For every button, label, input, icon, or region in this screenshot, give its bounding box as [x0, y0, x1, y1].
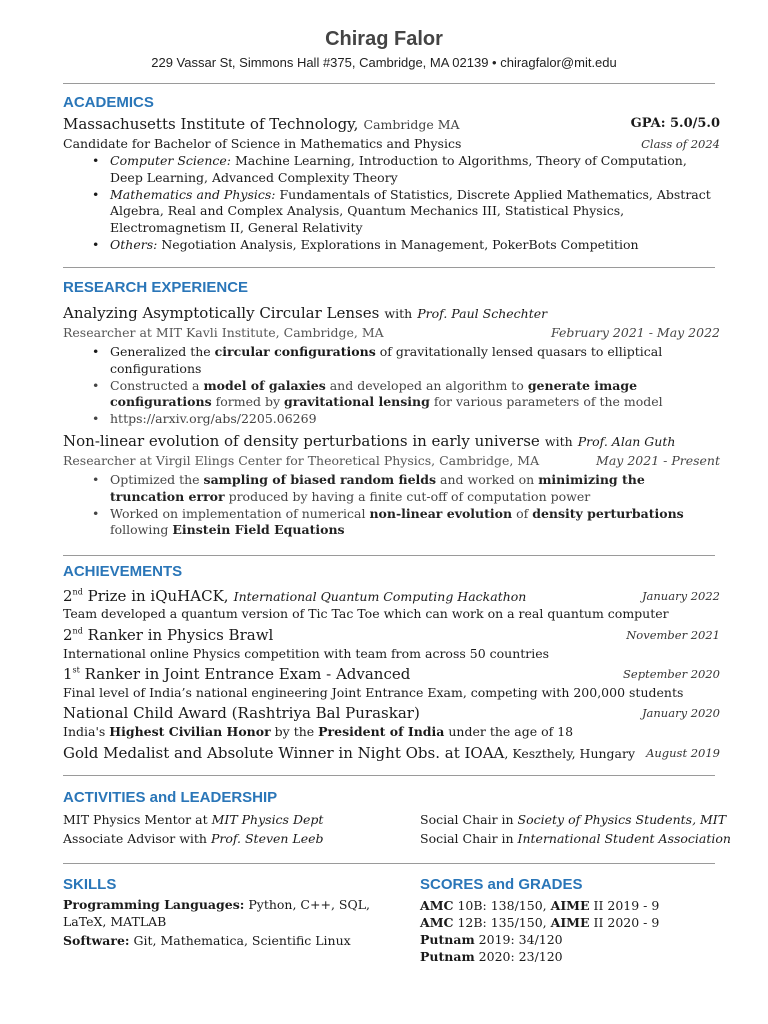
skill-label: Programming Languages:: [63, 897, 245, 912]
achievement-title-row: [63, 625, 720, 644]
achievement-date: November 2021: [626, 628, 720, 642]
text: Associate Advisor with: [63, 831, 211, 846]
rank-suffix: nd: [72, 626, 83, 636]
achievement-title: Ranker in Physics Brawl: [82, 626, 274, 644]
advisor-name: Prof. Alan Guth: [577, 434, 676, 449]
achievement-title: National Child Award (Rashtriya Bal Puraskar): [63, 704, 420, 722]
score-line: [420, 949, 563, 964]
text: MIT Physics Mentor at: [63, 812, 212, 827]
text: by the: [270, 724, 319, 739]
score-text: II 2020 - 9: [589, 915, 660, 930]
achievement-date: January 2020: [641, 706, 720, 720]
rank-suffix: nd: [72, 587, 83, 597]
project-dates: May 2021 - Present: [596, 453, 720, 468]
project-dates: February 2021 - May 2022: [551, 325, 720, 340]
course-names: Fundamentals of Statistics, Discrete Applied Mathematics, Abstract Algebra, Real and Complex Analysis, Quantum Mechanics III, Statistical Physics, Electromagnetism II, General Relativity: [110, 186, 711, 235]
exam-name: Putnam: [420, 932, 475, 947]
course-names: Negotiation Analysis, Explorations in Management, PokerBots Competition: [161, 236, 639, 252]
section-heading-research: RESEARCH EXPERIENCE: [63, 279, 249, 296]
project-bullets: [92, 344, 722, 428]
achievement-title: Gold Medalist and Absolute Winner in Night Obs. at IOAA: [63, 744, 505, 762]
list-item: [92, 411, 722, 428]
text: Generalized the: [110, 344, 215, 359]
divider: [63, 863, 715, 864]
achievement-title-row: [63, 703, 720, 722]
project-title-row: [63, 303, 720, 322]
score-text: 2019: 34/120: [474, 932, 563, 947]
degree-row: [63, 136, 720, 151]
achievement-title: Ranker in Joint Entrance Exam - Advanced: [79, 665, 411, 683]
achievement-title: Prize in iQuHACK,: [82, 587, 229, 605]
project-role-row: [63, 325, 720, 340]
list-item: [92, 187, 722, 237]
text: of: [512, 505, 533, 521]
activity-item: [420, 812, 726, 827]
candidate-name: Chirag Falor: [325, 28, 443, 50]
text: Social Chair in: [420, 831, 518, 846]
achievement-title-row: [63, 664, 720, 683]
exam-name: Putnam: [420, 949, 475, 964]
arxiv-link[interactable]: https://arxiv.org/abs/2205.06269: [110, 411, 317, 426]
activity-item: [420, 831, 731, 846]
org: MIT Physics Dept: [211, 812, 324, 827]
list-item: [92, 378, 722, 411]
org: Prof. Steven Leeb: [210, 831, 324, 846]
degree: Candidate for Bachelor of Science in Mathematics and Physics: [63, 136, 462, 151]
contact-line: 229 Vassar St, Simmons Hall #375, Cambridge, MA 02139 • chiragfalor@mit.edu: [151, 55, 617, 70]
section-heading-skills: SKILLS: [63, 876, 117, 893]
keyword: President of India: [318, 724, 445, 739]
school-row: [63, 114, 720, 133]
keyword: gravitational lensing: [284, 394, 430, 409]
achievement-detail: International Quantum Computing Hackathon: [233, 589, 527, 604]
section-heading-scores: SCORES and GRADES: [420, 876, 583, 893]
section-heading-activities: ACTIVITIES and LEADERSHIP: [63, 789, 278, 806]
activity-item: [63, 831, 403, 846]
score-text: 12B: 135/150,: [453, 915, 551, 930]
score-text: 2020: 23/120: [474, 949, 563, 964]
achievement-title-row: [63, 586, 720, 605]
text: of gravitationally lensed quasars to elliptical configurations: [110, 344, 663, 376]
list-item: [92, 344, 722, 377]
gpa: GPA: 5.0/5.0: [630, 116, 720, 131]
list-item: [92, 153, 722, 186]
achievement-detail: , Keszthely, Hungary: [504, 746, 636, 761]
score-text: II 2019 - 9: [589, 898, 660, 913]
achievement-date: January 2022: [641, 589, 720, 603]
achievement-rank: 1: [63, 665, 73, 683]
achievement-date: August 2019: [646, 746, 720, 760]
org: International Student Association: [517, 831, 731, 846]
divider: [63, 267, 715, 268]
list-item: [92, 237, 722, 254]
class-of: Class of 2024: [641, 137, 720, 151]
course-names: Machine Learning, Introduction to Algorithms, Theory of Computation, Deep Learning, Advanced Complexity Theory: [110, 153, 687, 185]
achievement-rank: 2: [63, 626, 73, 644]
divider: [63, 83, 715, 84]
exam-name: AIME: [550, 915, 590, 930]
text: for various parameters of the model: [429, 394, 663, 409]
achievement-title-row: [63, 743, 720, 762]
score-line: [420, 932, 563, 947]
text: Worked on implementation of numerical: [110, 505, 370, 521]
text: Social Chair in: [420, 812, 518, 827]
keyword: circular configurations: [214, 344, 376, 359]
skill-value: LaTeX, MATLAB: [63, 914, 167, 929]
project-role-row: [63, 453, 720, 468]
exam-name: AIME: [550, 898, 590, 913]
score-line: [420, 915, 659, 930]
divider: [63, 775, 715, 776]
achievement-rank: 2: [63, 587, 73, 605]
with-text: with: [384, 306, 413, 321]
section-heading-academics: ACADEMICS: [63, 94, 154, 111]
keyword: Highest Civilian Honor: [109, 724, 271, 739]
keyword: Einstein Field Equations: [172, 522, 345, 537]
keyword: model of galaxies: [203, 377, 326, 393]
text: following: [110, 522, 173, 537]
project-role: Researcher at Virgil Elings Center for Theoretical Physics, Cambridge, MA: [63, 453, 540, 468]
text: under the age of 18: [444, 724, 574, 739]
achievement-description: Final level of India’s national engineering Joint Entrance Exam, competing with 200,000 students: [63, 685, 684, 700]
achievement-description: International online Physics competition with team from across 50 countries: [63, 646, 550, 661]
exam-name: AMC: [420, 915, 454, 930]
course-category: Mathematics and Physics:: [110, 186, 276, 202]
text: India's: [63, 724, 110, 739]
skills-software: [63, 933, 393, 948]
course-category: Others:: [110, 236, 158, 252]
advisor-name: Prof. Paul Schechter: [417, 306, 548, 321]
divider: [63, 555, 715, 556]
text: Optimized the: [110, 472, 204, 487]
project-bullets: [92, 472, 722, 539]
exam-name: AMC: [420, 898, 454, 913]
keyword: minimizing the truncation error: [110, 472, 645, 504]
project-title: Analyzing Asymptotically Circular Lenses: [63, 304, 380, 322]
list-item: [92, 472, 722, 505]
school-name: Massachusetts Institute of Technology,: [63, 115, 359, 133]
keyword: generate image configurations: [110, 377, 638, 409]
with-text: with: [544, 434, 573, 449]
achievement-description: Team developed a quantum version of Tic Tac Toe which can work on a real quantum computer: [63, 606, 669, 621]
text: and worked on: [436, 472, 539, 487]
keyword: density perturbations: [532, 505, 684, 521]
school-location: Cambridge MA: [363, 117, 460, 132]
text: formed by: [211, 394, 284, 409]
skill-value: Python, C++, SQL,: [244, 897, 370, 912]
keyword: non-linear evolution: [369, 505, 513, 521]
org: Society of Physics Students, MIT: [517, 812, 727, 827]
skills-programming: [63, 897, 393, 912]
text: and developed an algorithm to: [325, 377, 528, 393]
text: Constructed a: [110, 377, 204, 393]
score-text: 10B: 138/150,: [453, 898, 551, 913]
course-list: [92, 153, 722, 254]
skill-label: Software:: [63, 933, 130, 948]
activity-item: [63, 812, 403, 827]
keyword: sampling of biased random fields: [203, 472, 437, 487]
project-title: Non-linear evolution of density perturbations in early universe: [63, 432, 540, 450]
project-title-row: [63, 431, 720, 450]
rank-suffix: st: [72, 665, 80, 675]
project-role: Researcher at MIT Kavli Institute, Cambridge, MA: [63, 325, 384, 340]
achievement-description: [63, 724, 720, 739]
list-item: [92, 506, 722, 539]
text: produced by having a finite cut-off of computation power: [224, 488, 591, 504]
score-line: [420, 898, 659, 913]
skill-value: Git, Mathematica, Scientific Linux: [129, 933, 351, 948]
course-category: Computer Science:: [110, 153, 231, 168]
achievement-date: September 2020: [623, 667, 720, 681]
section-heading-achievements: ACHIEVEMENTS: [63, 563, 183, 580]
